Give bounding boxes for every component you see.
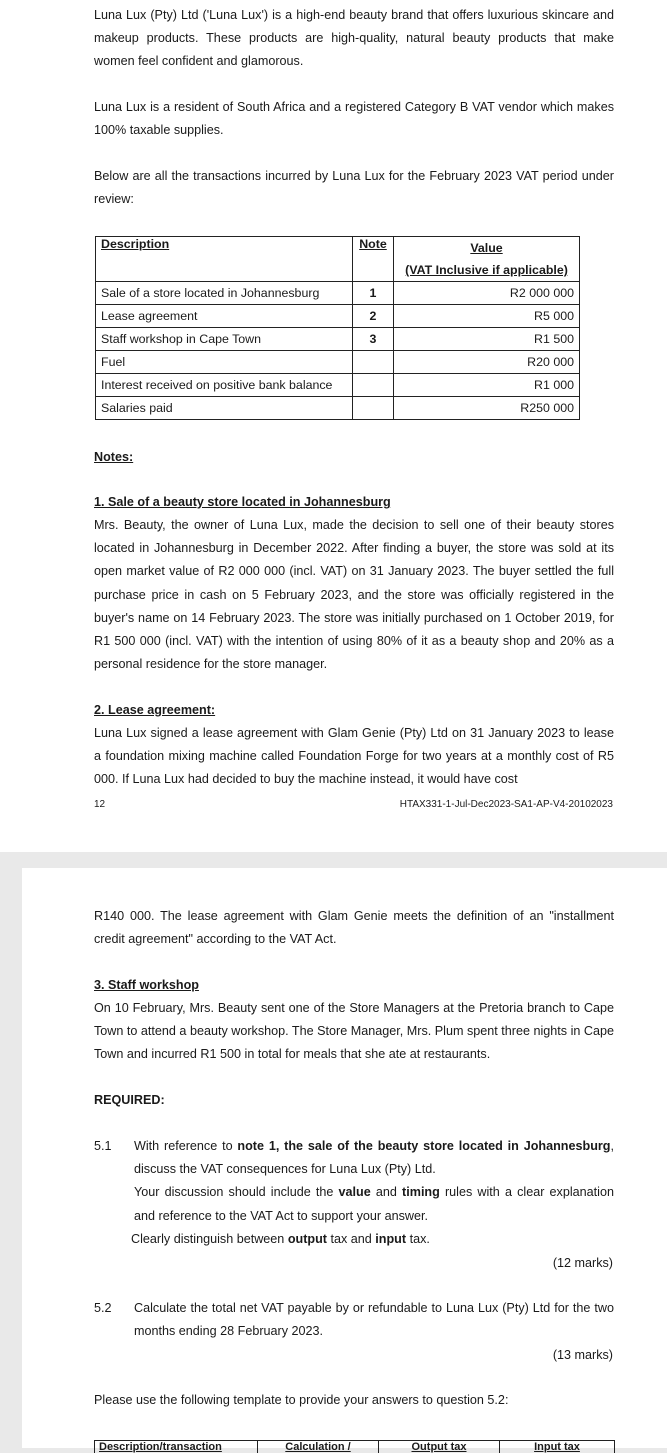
intro-paragraph-1: Luna Lux (Pty) Ltd ('Luna Lux') is a high-end beauty brand that offers luxurious skincare and makeup products. These products are high-quality, natural beauty products that make women feel confident and glamorous. bbox=[94, 4, 614, 74]
row-note bbox=[353, 397, 394, 420]
footer-document-code: HTAX331-1-Jul-Dec2023-SA1-AP-V4-20102023 bbox=[400, 799, 613, 810]
q51-c-bold1: output bbox=[288, 1232, 327, 1246]
note1-body: Mrs. Beauty, the owner of Luna Lux, made the decision to sell one of their beauty stores located in Johannesburg in December 2022. After finding a buyer, the store was sold at its open market value of R2 000 000 (incl. VAT) on 31 January 2023. The buyer settled the full purchase price in cash on 5 February 2023, and the store was officially registered in the buyer's name on 14 February 2023. The store was initially purchased on 1 October 2019, for R1 500 000 (incl. VAT) with the intention of using 80% of it as a beauty shop and 20% as a personal residence for the store manager. bbox=[94, 514, 614, 676]
template-header-description: Description/transaction bbox=[95, 1441, 258, 1453]
row-value: R1 000 bbox=[394, 374, 580, 397]
row-value: R5 000 bbox=[394, 305, 580, 328]
q51-b-bold1: value bbox=[339, 1185, 371, 1199]
q51-c-suffix: tax. bbox=[406, 1232, 430, 1246]
note3-body: On 10 February, Mrs. Beauty sent one of the Store Managers at the Pretoria branch to Cape Town to attend a beauty workshop. The Store Manager, Mrs. Plum spent three nights in Cape Town and incurred R1 500 in total for meals that she ate at restaurants. bbox=[94, 997, 614, 1067]
row-note bbox=[353, 374, 394, 397]
template-header-input-tax: Input tax bbox=[500, 1441, 615, 1453]
header-note: Note bbox=[353, 237, 394, 282]
answer-template-table bbox=[94, 1440, 615, 1453]
template-header-output-tax: Output tax bbox=[379, 1441, 500, 1453]
row-note: 1 bbox=[353, 282, 394, 305]
template-header-calculation: Calculation / bbox=[258, 1441, 379, 1453]
q51-a-prefix: With reference to bbox=[134, 1139, 237, 1153]
table-row bbox=[96, 397, 580, 420]
row-value: R20 000 bbox=[394, 351, 580, 374]
row-value: R250 000 bbox=[394, 397, 580, 420]
row-note bbox=[353, 351, 394, 374]
row-value: R2 000 000 bbox=[394, 282, 580, 305]
question-5-2-marks: (13 marks) bbox=[553, 1348, 613, 1362]
row-description: Lease agreement bbox=[96, 305, 353, 328]
template-header-row bbox=[95, 1441, 615, 1453]
transactions-table bbox=[95, 236, 580, 420]
header-value-line1: Value bbox=[399, 237, 574, 259]
row-description: Staff workshop in Cape Town bbox=[96, 328, 353, 351]
question-5-1-marks: (12 marks) bbox=[553, 1256, 613, 1270]
note2-title: 2. Lease agreement: bbox=[94, 699, 614, 722]
question-5-2-number: 5.2 bbox=[94, 1297, 112, 1320]
row-value: R1 500 bbox=[394, 328, 580, 351]
question-5-1-number: 5.1 bbox=[94, 1135, 112, 1158]
q51-c-prefix: Clearly distinguish between bbox=[131, 1232, 288, 1246]
row-description: Interest received on positive bank balance bbox=[96, 374, 353, 397]
note1-title: 1. Sale of a beauty store located in Johannesburg bbox=[94, 491, 614, 514]
q51-a-bold: note 1, the sale of the beauty store located in Johannesburg bbox=[237, 1139, 610, 1153]
q51-b-prefix: Your discussion should include the bbox=[134, 1185, 339, 1199]
row-description: Salaries paid bbox=[96, 397, 353, 420]
table-row bbox=[96, 351, 580, 374]
question-5-1-text bbox=[134, 1135, 614, 1251]
intro-paragraph-2: Luna Lux is a resident of South Africa and a registered Category B VAT vendor which makes 100% taxable supplies. bbox=[94, 96, 614, 142]
row-description: Sale of a store located in Johannesburg bbox=[96, 282, 353, 305]
question-5-2-text: Calculate the total net VAT payable by or refundable to Luna Lux (Pty) Ltd for the two months ending 28 February 2023. bbox=[134, 1297, 614, 1343]
footer-page-number: 12 bbox=[94, 799, 105, 810]
q51-a-suffix: , discuss the VAT consequences for Luna Lux (Pty) Ltd. bbox=[134, 1139, 614, 1176]
template-intro: Please use the following template to provide your answers to question 5.2: bbox=[94, 1389, 614, 1412]
note2-continuation: R140 000. The lease agreement with Glam Genie meets the definition of an "installment credit agreement" according to the VAT Act. bbox=[94, 905, 614, 951]
question-5-1-line-a bbox=[134, 1135, 614, 1181]
note2-body: Luna Lux signed a lease agreement with Glam Genie (Pty) Ltd on 31 January 2023 to lease a foundation mixing machine called Foundation Forge for two years at a monthly cost of R5 000. If Luna Lux had decided to buy the machine instead, it would have cost bbox=[94, 722, 614, 792]
intro-paragraph-3: Below are all the transactions incurred by Luna Lux for the February 2023 VAT period under review: bbox=[94, 165, 614, 211]
q51-c-mid: tax and bbox=[327, 1232, 375, 1246]
table-row bbox=[96, 374, 580, 397]
table-header-row bbox=[96, 237, 580, 282]
header-description: Description bbox=[96, 237, 353, 282]
q51-c-bold2: input bbox=[375, 1232, 406, 1246]
table-row bbox=[96, 305, 580, 328]
notes-heading: Notes: bbox=[94, 446, 614, 469]
q51-b-suffix: rules with a clear explanation and reference to the VAT Act to support your answer. bbox=[134, 1185, 614, 1222]
note3-title: 3. Staff workshop bbox=[94, 974, 614, 997]
header-value bbox=[394, 237, 580, 282]
header-value-line2: (VAT Inclusive if applicable) bbox=[399, 259, 574, 281]
row-note: 2 bbox=[353, 305, 394, 328]
row-note: 3 bbox=[353, 328, 394, 351]
question-5-1-line-c bbox=[131, 1228, 614, 1251]
row-description: Fuel bbox=[96, 351, 353, 374]
table-row bbox=[96, 328, 580, 351]
q51-b-bold2: timing bbox=[402, 1185, 440, 1199]
required-heading: REQUIRED: bbox=[94, 1089, 614, 1112]
question-5-1-line-b bbox=[134, 1181, 614, 1227]
q51-b-mid: and bbox=[371, 1185, 402, 1199]
table-row bbox=[96, 282, 580, 305]
